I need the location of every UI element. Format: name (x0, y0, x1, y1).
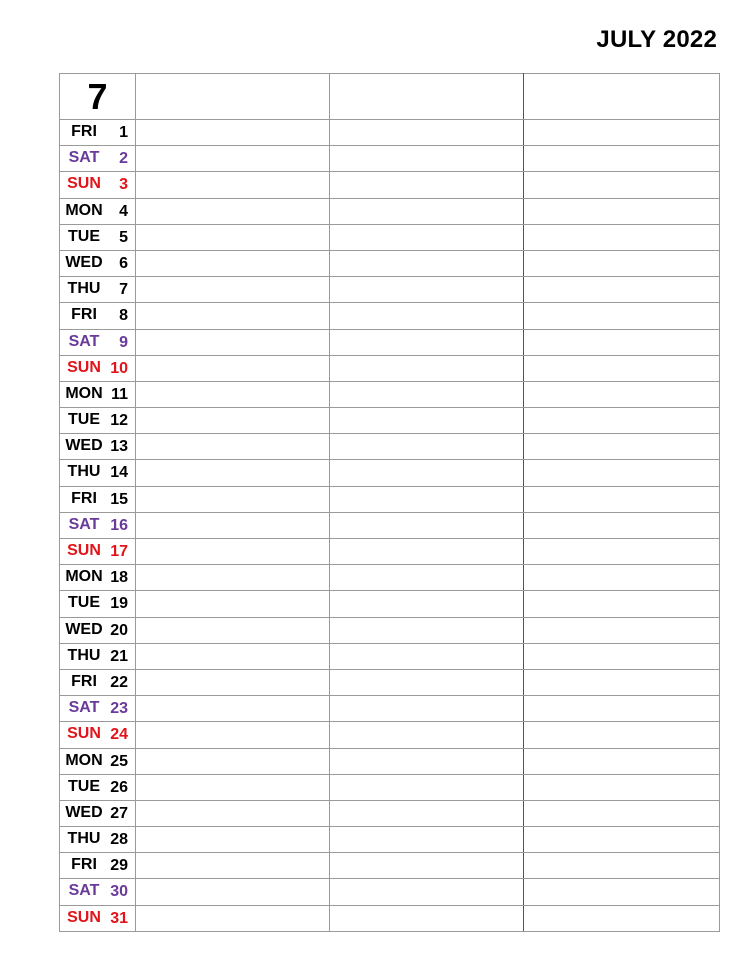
day-name: FRI (71, 856, 97, 874)
day-name: SAT (68, 332, 100, 350)
notes-cell[interactable] (524, 250, 720, 276)
day-number: 11 (111, 385, 128, 403)
day-name: SAT (68, 699, 100, 717)
notes-cell[interactable] (136, 722, 330, 748)
notes-cell[interactable] (524, 198, 720, 224)
day-label-cell (60, 198, 136, 224)
day-label-cell (60, 172, 136, 198)
notes-cell[interactable] (136, 774, 330, 800)
notes-cell[interactable] (136, 224, 330, 250)
table-row (60, 250, 720, 276)
notes-cell[interactable] (330, 696, 524, 722)
notes-cell[interactable] (524, 827, 720, 853)
day-label-cell (60, 905, 136, 931)
day-label-cell (60, 329, 136, 355)
notes-cell[interactable] (136, 591, 330, 617)
day-number: 20 (110, 621, 128, 639)
month-number-cell (60, 74, 136, 120)
day-label-cell (60, 643, 136, 669)
day-name: FRI (71, 672, 97, 690)
notes-cell[interactable] (524, 774, 720, 800)
notes-cell[interactable] (136, 146, 330, 172)
table-row (60, 198, 720, 224)
day-number: 4 (119, 202, 128, 220)
notes-cell[interactable] (524, 591, 720, 617)
notes-cell[interactable] (524, 355, 720, 381)
day-number: 1 (119, 124, 128, 141)
calendar-grid (59, 73, 720, 932)
notes-cell[interactable] (524, 853, 720, 879)
day-name: FRI (71, 123, 97, 140)
notes-cell[interactable] (330, 591, 524, 617)
table-row (60, 879, 720, 905)
day-number: 7 (119, 281, 128, 299)
day-name: SUN (67, 542, 101, 559)
day-number: 26 (110, 778, 128, 796)
notes-cell[interactable] (330, 722, 524, 748)
notes-cell[interactable] (524, 539, 720, 565)
notes-cell[interactable] (524, 74, 720, 120)
notes-cell[interactable] (330, 512, 524, 538)
notes-cell[interactable] (136, 303, 330, 329)
day-label-cell (60, 408, 136, 434)
notes-cell[interactable] (330, 486, 524, 512)
notes-cell[interactable] (524, 486, 720, 512)
table-row (60, 381, 720, 407)
day-label-cell (60, 800, 136, 826)
day-label-cell (60, 434, 136, 460)
day-name: MON (65, 201, 103, 219)
table-row (60, 617, 720, 643)
notes-cell[interactable] (330, 879, 524, 905)
table-row (60, 408, 720, 434)
notes-cell[interactable] (330, 329, 524, 355)
day-name: SUN (67, 725, 101, 743)
notes-cell[interactable] (330, 774, 524, 800)
notes-cell[interactable] (330, 120, 524, 146)
day-label-cell (60, 565, 136, 591)
day-name: TUE (68, 777, 100, 795)
table-row (60, 512, 720, 538)
notes-cell[interactable] (136, 381, 330, 407)
table-row (60, 355, 720, 381)
day-label-cell (60, 120, 136, 146)
day-label-cell (60, 539, 136, 565)
day-label-cell (60, 146, 136, 172)
day-name: SAT (68, 515, 100, 533)
table-row (60, 434, 720, 460)
notes-cell[interactable] (330, 303, 524, 329)
day-label-cell (60, 381, 136, 407)
day-name: SUN (67, 175, 101, 193)
notes-cell[interactable] (136, 408, 330, 434)
notes-cell[interactable] (136, 329, 330, 355)
notes-cell[interactable] (136, 512, 330, 538)
table-row (60, 224, 720, 250)
table-row (60, 643, 720, 669)
notes-cell[interactable] (330, 853, 524, 879)
notes-cell[interactable] (330, 224, 524, 250)
notes-cell[interactable] (524, 303, 720, 329)
notes-cell[interactable] (524, 381, 720, 407)
day-label-cell (60, 355, 136, 381)
notes-cell[interactable] (330, 277, 524, 303)
table-row (60, 774, 720, 800)
day-name: SUN (67, 908, 101, 926)
notes-cell[interactable] (524, 748, 720, 774)
day-label-cell (60, 722, 136, 748)
notes-cell[interactable] (136, 355, 330, 381)
day-number: 29 (110, 857, 128, 875)
notes-cell[interactable] (524, 460, 720, 486)
notes-cell[interactable] (330, 381, 524, 407)
page-title: JULY 2022 (596, 26, 717, 53)
notes-cell[interactable] (136, 460, 330, 486)
notes-cell[interactable] (524, 669, 720, 695)
table-row (60, 800, 720, 826)
notes-cell[interactable] (136, 879, 330, 905)
notes-cell[interactable] (136, 748, 330, 774)
notes-cell[interactable] (524, 172, 720, 198)
day-number: 2 (119, 150, 128, 168)
notes-cell[interactable] (136, 669, 330, 695)
day-label-cell (60, 250, 136, 276)
day-label-cell (60, 303, 136, 329)
notes-cell[interactable] (330, 355, 524, 381)
notes-cell[interactable] (524, 434, 720, 460)
notes-cell[interactable] (136, 172, 330, 198)
table-row (60, 905, 720, 931)
day-number: 15 (110, 490, 128, 508)
notes-cell[interactable] (136, 617, 330, 643)
table-row (60, 591, 720, 617)
day-label-cell (60, 853, 136, 879)
day-label-cell (60, 748, 136, 774)
month-number: 7 (87, 76, 108, 117)
table-row (60, 460, 720, 486)
day-label-cell (60, 617, 136, 643)
day-label-cell (60, 591, 136, 617)
day-number: 6 (119, 254, 128, 272)
day-label-cell (60, 827, 136, 853)
day-number: 9 (119, 333, 128, 351)
day-name: THU (67, 646, 101, 664)
notes-cell[interactable] (136, 696, 330, 722)
day-label-cell (60, 486, 136, 512)
day-name: MON (65, 751, 103, 769)
day-name: TUE (68, 594, 100, 612)
day-label-cell (60, 669, 136, 695)
notes-cell[interactable] (330, 643, 524, 669)
notes-cell[interactable] (136, 277, 330, 303)
day-label-cell (60, 224, 136, 250)
day-name: TUE (68, 411, 100, 429)
day-label-cell (60, 774, 136, 800)
table-row (60, 853, 720, 879)
day-label-cell (60, 879, 136, 905)
day-number: 10 (110, 359, 128, 377)
day-name: TUE (68, 227, 100, 245)
day-name: MON (65, 384, 103, 402)
table-row (60, 748, 720, 774)
table-row (60, 669, 720, 695)
notes-cell[interactable] (136, 486, 330, 512)
notes-cell[interactable] (524, 879, 720, 905)
day-number: 13 (110, 438, 128, 456)
notes-cell[interactable] (330, 565, 524, 591)
day-name: THU (67, 463, 101, 481)
day-number: 8 (119, 307, 128, 325)
notes-cell[interactable] (330, 198, 524, 224)
day-name: SUN (67, 358, 101, 376)
day-label-cell (60, 277, 136, 303)
notes-cell[interactable] (136, 539, 330, 565)
day-name: WED (65, 620, 103, 638)
day-number: 24 (110, 726, 128, 744)
notes-cell[interactable] (136, 434, 330, 460)
day-number: 23 (110, 700, 128, 718)
day-number: 3 (119, 176, 128, 194)
day-number: 12 (110, 412, 128, 430)
calendar-body (60, 74, 720, 932)
day-name: FRI (71, 306, 97, 324)
day-name: THU (67, 280, 101, 298)
notes-cell[interactable] (524, 408, 720, 434)
notes-cell[interactable] (330, 905, 524, 931)
day-number: 25 (110, 752, 128, 770)
notes-cell[interactable] (524, 643, 720, 669)
day-number: 28 (110, 831, 128, 849)
day-name: WED (65, 437, 103, 455)
notes-cell[interactable] (524, 277, 720, 303)
notes-cell[interactable] (524, 146, 720, 172)
notes-cell[interactable] (524, 722, 720, 748)
day-label-cell (60, 696, 136, 722)
notes-cell[interactable] (136, 905, 330, 931)
notes-cell[interactable] (136, 827, 330, 853)
notes-cell[interactable] (524, 329, 720, 355)
table-row (60, 303, 720, 329)
notes-cell[interactable] (524, 565, 720, 591)
day-name: SAT (68, 882, 100, 900)
notes-cell[interactable] (330, 146, 524, 172)
notes-cell[interactable] (524, 696, 720, 722)
day-name: THU (67, 830, 101, 848)
notes-cell[interactable] (330, 748, 524, 774)
notes-cell[interactable] (524, 224, 720, 250)
day-label-cell (60, 512, 136, 538)
notes-cell[interactable] (330, 434, 524, 460)
notes-cell[interactable] (136, 250, 330, 276)
day-number: 14 (110, 464, 128, 482)
day-name: WED (65, 253, 103, 271)
table-row (60, 539, 720, 565)
day-name: FRI (71, 489, 97, 507)
notes-cell[interactable] (330, 460, 524, 486)
day-number: 30 (110, 883, 128, 901)
table-row (60, 722, 720, 748)
day-name: SAT (68, 149, 100, 167)
notes-cell[interactable] (330, 172, 524, 198)
day-name: MON (65, 568, 103, 586)
notes-cell[interactable] (330, 408, 524, 434)
table-row (60, 146, 720, 172)
day-number: 16 (110, 516, 128, 534)
table-row (60, 329, 720, 355)
notes-cell[interactable] (330, 74, 524, 120)
notes-cell[interactable] (136, 800, 330, 826)
notes-cell[interactable] (330, 669, 524, 695)
notes-cell[interactable] (136, 853, 330, 879)
day-number: 17 (110, 543, 128, 560)
day-number: 18 (110, 569, 128, 587)
notes-cell[interactable] (524, 800, 720, 826)
notes-cell[interactable] (524, 120, 720, 146)
table-row (60, 827, 720, 853)
day-number: 19 (110, 595, 128, 613)
day-number: 27 (110, 804, 128, 822)
notes-cell[interactable] (330, 250, 524, 276)
day-number: 21 (110, 647, 128, 665)
notes-cell[interactable] (136, 643, 330, 669)
calendar-header-row (60, 74, 720, 120)
day-number: 5 (119, 228, 128, 246)
day-name: WED (65, 803, 103, 821)
notes-cell[interactable] (136, 120, 330, 146)
notes-cell[interactable] (524, 905, 720, 931)
notes-cell[interactable] (330, 827, 524, 853)
notes-cell[interactable] (524, 617, 720, 643)
notes-cell[interactable] (330, 617, 524, 643)
table-row (60, 696, 720, 722)
table-row (60, 486, 720, 512)
notes-cell[interactable] (136, 74, 330, 120)
notes-cell[interactable] (330, 539, 524, 565)
notes-cell[interactable] (524, 512, 720, 538)
table-row (60, 565, 720, 591)
day-number: 31 (110, 909, 128, 927)
notes-cell[interactable] (136, 198, 330, 224)
table-row (60, 172, 720, 198)
day-number: 22 (110, 673, 128, 691)
notes-cell[interactable] (330, 800, 524, 826)
table-row (60, 120, 720, 146)
notes-cell[interactable] (136, 565, 330, 591)
table-row (60, 277, 720, 303)
day-label-cell (60, 460, 136, 486)
